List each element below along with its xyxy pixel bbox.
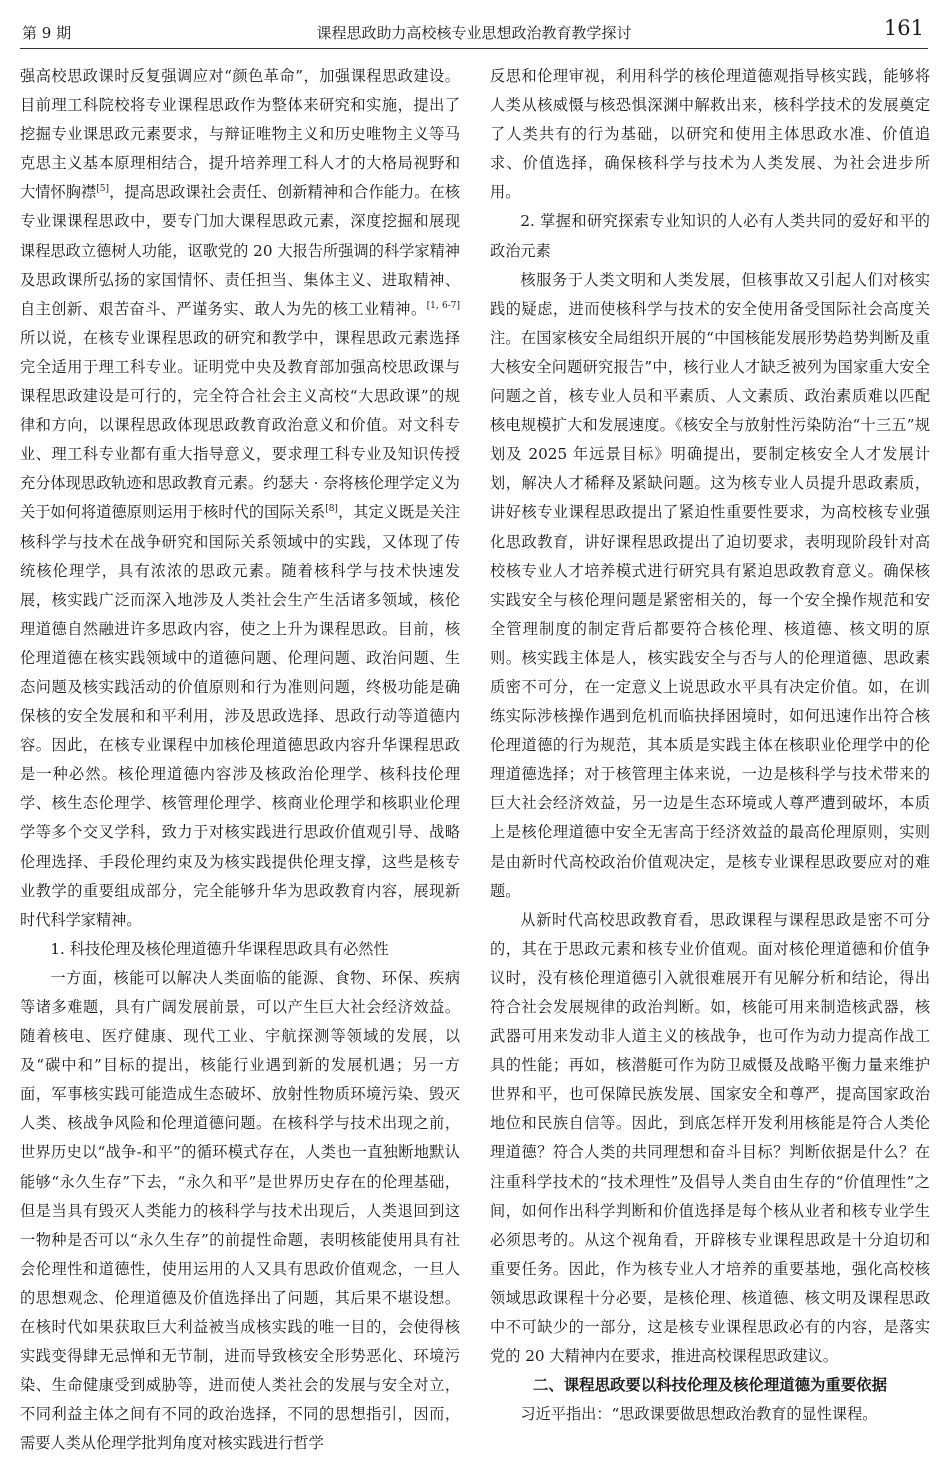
paragraph: 一方面，核能可以解决人类面临的能源、食物、环保、疾病等诸多难题，具有广阔发展前景，可以产生巨大社会经济效益。随着核电、医疗健康、现代工业、宇航探测等领域的发展，以及“碳中和”目标的提出，核能行业遇到新的发展机遇；另一方面，军事核实践可能造成生态破坏、放射性物质环境污染、毁灭人类、核战争风险和伦理道德问题。在核科学与技术出现之前，世界历史以“战争-和平”的循环模式存在，人类也一直独断地默认能够“永久生存”下去，“永久和平”是世界历史存在的伦理基础，但是当具有毁灭人类能力的核科学与技术出现后，人类退回到这一物种是否可以“永久生存”的前提性命题，表明核能使用具有社会伦理性和道德性，使用运用的人又具有思政价值观念，一旦人的思想观念、伦理道德及价值选择出了问题，其后果不堪设想。在核时代如果获取巨大利益被当成核实践的唯一目的，会使得核实践变得肆无忌惮和无节制，进而导致核安全形势恶化、环境污染、生命健康受到威胁等，进而使人类社会的发展与安全对立，不同利益主体之间有不同的政治选择，不同的思想指引，因而，需要人类从伦理学批判角度对核实践进行哲学 <box>20 968 460 1453</box>
section-heading: 二、课程思政要以科技伦理及核伦理道德为重要依据 <box>533 1376 887 1395</box>
paragraph: 核服务于人类文明和人类发展，但核事故又引起人们对核实践的疑虑，进而使核科学与技术的安全使用备受国际社会高度关注。在国家核安全局组织开展的“中国核能发展形势趋势判断及重大核安全问题研究报告”中，核行业人才缺乏被列为国家重大安全问题之首，核专业人员和平素质、人文素质、政治素质难以匹配核电规模扩大和发展速度。《核安全与放射性污染防治“十三五”规划及 2025 年远景目标》明确提出，要制定核安全人才发展计划，解决人才稀释及紧缺问题。这为核专业人员提升思政素质，讲好核专业课程思政提出了紧迫性重要性要求，为高校核专业强化思政教育，讲好课程思政提出了迫切要求，表明现阶段针对高校核专业人才培养模式进行研究具有紧迫思政教育意义。确保核实践安全与核伦理问题是紧密相关的，每一个安全操作规范和安全管理制度的制定背后都要符合核伦理、核道德、核文明的原则。核实践主体是人，核实践安全与否与人的伦理道德、思政素质密不可分，在一定意义上说思政水平具有决定价值。如，在训练实际涉核操作遇到危机而临抉择困境时，如何迅速作出符合核伦理道德的行为规范，其本质是实践主体在核职业伦理学中的伦理道德选择；对于核管理主体来说，一边是核科学与技术带来的巨大社会经济效益，另一边是生态环境或人尊严遭到破坏，本质上是核伦理道德中安全无害高于经济效益的最高伦理原则，实则是由新时代高校政治价值观决定，是核专业课程思政要应对的难题。 <box>490 270 930 900</box>
page-number: 161 <box>883 16 924 40</box>
paragraph: 反思和伦理审视，利用科学的核伦理道德观指导核实践，能够将人类从核威慑与核恐惧深渊中解救出来，核科学技术的发展奠定了人类共有的行为基础，以研究和使用主体思政水准、价值追求、价值选择，确保核科学与技术为人类发展、为社会进步所用。 <box>490 67 930 202</box>
subheading: 1. 科技伦理及核伦理道德升华课程思政具有必然性 <box>50 939 389 958</box>
citation: [5] <box>96 184 110 195</box>
text-run: ，其定义既是关注核科学与技术在战争研究和国际关系领域中的实践，又体现了传统核伦理学，具有浓浓的思政元素。随着核科学与技术快速发展，核实践广泛而深入地涉及人类社会生产生活诸多领域，核伦理道德自然融进许多思政内容，使之上升为课程思政。目前，核伦理道德在核实践领域中的道德问题、伦理问题、政治问题、生态问题及核实践活动的价值原则和行为准则问题，终极功能是确保核的安全发展和和平利用，涉及思政选择、思政行动等道德内容。因此，在核专业课程中加核伦理道德思政内容升华课程思政是一种必然。核伦理道德内容涉及核政治伦理学、核科技伦理学、核生态伦理学、核管理伦理学、核商业伦理学和核职业伦理学等多个交叉学科，致力于对核实践进行思政价值观引导、战略伦理选择、手段伦理约束及为核实践提供伦理支撑，这些是核专业教学的重要组成部分，完全能够升华为思政教育内容，展现新时代科学家精神。 <box>20 503 460 929</box>
subheading: 2. 掌握和研究探索专业知识的人必有人类共同的爱好和平的政治元素 <box>490 212 930 260</box>
left-column <box>20 62 460 1472</box>
paragraph <box>20 62 460 935</box>
right-column <box>490 62 930 1472</box>
text-run: ，提高思政课社会责任、创新精神和合作能力。在核专业课课程思政中，要专门加大课程思政元素，深度挖掘和展现课程思政立德树人功能，讴歌党的 20 大报告所强调的科学家精神及思政课所弘扬的家国情怀、责任担当、集体主义、进取精神、自主创新、艰苦奋斗、严谨务实、敢人为先的核工业精神。 <box>20 183 460 318</box>
running-header <box>20 14 928 49</box>
text-run: 强高校思政课时反复强调应对“颜色革命”，加强课程思政建设。目前理工科院校将专业课程思政作为整体来研究和实施，提出了挖掘专业课思政元素要求，与辩证唯物主义和历史唯物主义等马克思主义基本原理相结合，提升培养理工科人才的大格局视野和大情怀胸襟 <box>20 67 460 202</box>
running-title: 课程思政助力高校核专业思想政治教育教学探讨 <box>316 24 632 42</box>
paragraph: 习近平指出：“思政课要做思想政治教育的显性课程。 <box>520 1405 878 1424</box>
paragraph: 从新时代高校思政教育看，思政课程与课程思政是密不可分的，其在于思政元素和核专业价值观。面对核伦理道德和价值争议时，没有核伦理道德引入就很难展开有见解分析和结论，得出符合社会发展规律的政治判断。如，核能可用来制造核武器，核武器可用来发动非人道主义的核战争，也可作为动力提高作战工具的性能；再如，核潜艇可作为防卫威慑及战略平衡力量来维护世界和平，也可保障民族发展、国家安全和尊严，提高国家政治地位和民族自信等。因此，到底怎样开发利用核能是符合人类伦理道德？符合人类的共同理想和奋斗目标？判断依据是什么？在注重科学技术的“技术理性”及倡导人类自由生存的“价值理性”之间，如何作出科学判断和价值选择是每个核从业者和核专业学生必须思考的。从这个视角看，开辟核专业课程思政是十分迫切和重要任务。因此，作为核专业人才培养的重要基地，强化高校核领域思政课程十分必要，是核伦理、核道德、核文明及课程思政中不可缺少的一部分，这是核专业课程思政必有的内容，是落实党的 20 大精神内在要求，推进高校课程思政建议。 <box>490 910 930 1366</box>
text-run: 所以说，在核专业课程思政的研究和教学中，课程思政元素选择完全适用于理工科专业。证明党中央及教育部加强高校思政课与课程思政建设是可行的，完全符合社会主义高校“大思政课”的规律和方向，以课程思政体现思政教育政治意义和价值。对文科专业、理工科专业都有重大指导意义，要求理工科专业及知识传授充分体现思政轨迹和思政教育元素。约瑟夫 · 奈将核伦理学定义为关于如何将道德原则运用于核时代的国际关系 <box>20 328 460 522</box>
citation: [8] <box>325 504 338 515</box>
issue-number: 第 9 期 <box>22 24 72 42</box>
citation: [1, 6-7] <box>426 300 460 311</box>
